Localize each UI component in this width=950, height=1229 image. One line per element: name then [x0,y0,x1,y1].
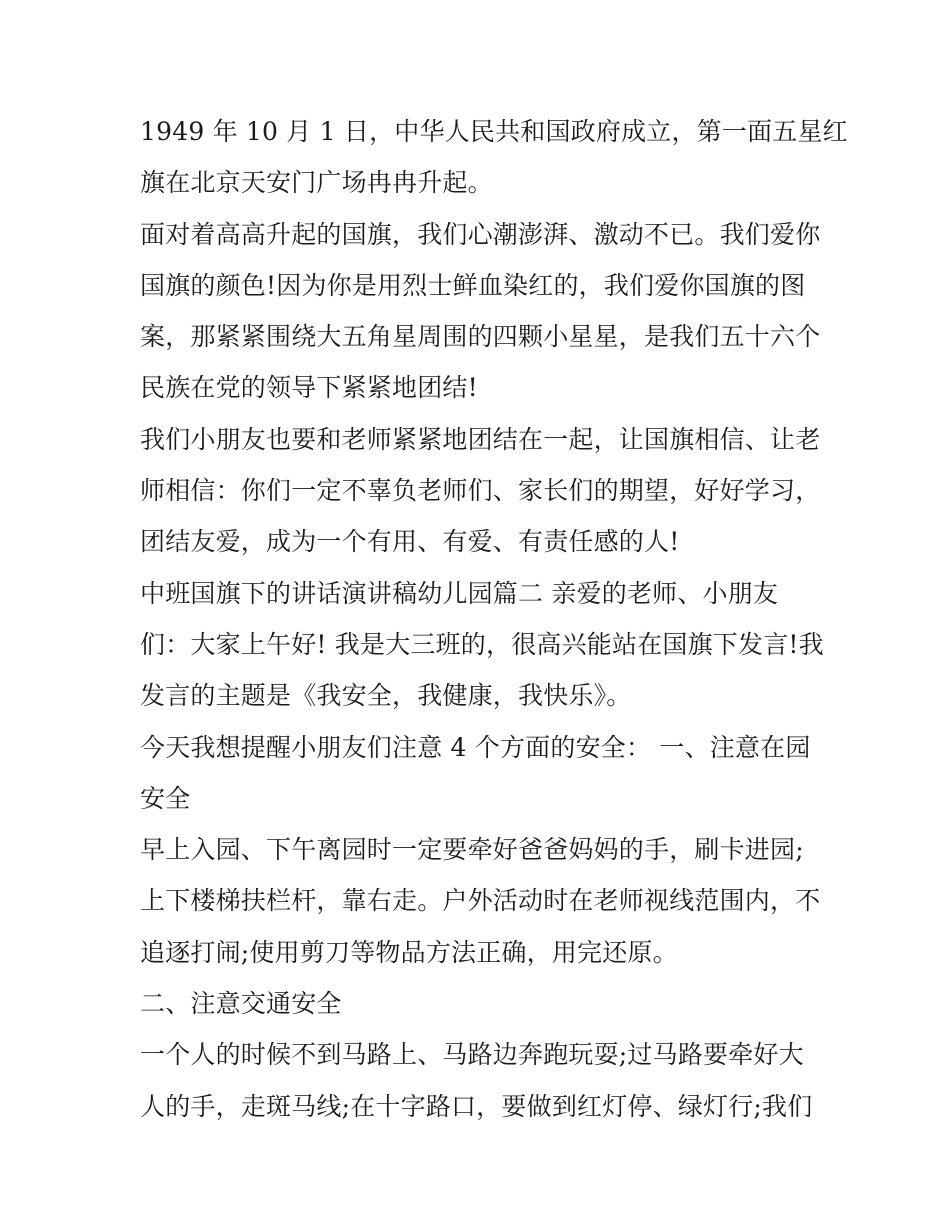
text-line: 我们小朋友也要和老师紧紧地团结在一起，让国旗相信、让老 [140,424,821,454]
text-line: 早上入园、下午离园时一定要牵好爸爸妈妈的手，刷卡进园; [140,835,804,865]
text-line: 师相信：你们一定不辜负老师们、家长们的期望，好好学习， [140,476,821,506]
text-line: 国旗的颜色!因为你是用烈士鲜血染红的，我们爱你国旗的图 [140,270,806,300]
text-line: 追逐打闹;使用剪刀等物品方法正确，用完还原。 [140,937,678,967]
text-line: 发言的主题是《我安全，我健康，我快乐》。 [140,681,632,711]
text-line: 今天我想提醒小朋友们注意 4 个方面的安全： 一、注意在园 [140,732,811,762]
text-line: 人的手，走斑马线;在十字路口，要做到红灯停、绿灯行;我们 [140,1091,813,1121]
text-line: 民族在党的领导下紧紧地团结! [140,373,478,403]
text-line: 团结友爱，成为一个有用、有爱、有责任感的人! [140,527,680,557]
text-line: 上下楼梯扶栏杆，靠右走。户外活动时在老师视线范围内，不 [140,886,821,916]
text-line: 二、注意交通安全 [140,989,342,1019]
text-line: 面对着高高升起的国旗，我们心潮澎湃、激动不已。我们爱你 [140,219,821,249]
text-line: 1949 年 10 月 1 日，中华人民共和国政府成立，第一面五星红 [140,117,848,146]
text-line: 们：大家上午好! 我是大三班的，很高兴能站在国旗下发言!我 [140,629,824,659]
text-line: 中班国旗下的讲话演讲稿幼儿园篇二 亲爱的老师、小朋友 [140,578,779,608]
text-line: 案，那紧紧围绕大五角星周围的四颗小星星，是我们五十六个 [140,322,821,352]
document-body [140,106,848,1132]
text-line: 一个人的时候不到马路上、马路边奔跑玩耍;过马路要牵好大 [140,1040,804,1070]
text-line: 安全 [140,783,191,813]
text-line: 旗在北京天安门广场冉冉升起。 [140,168,493,198]
